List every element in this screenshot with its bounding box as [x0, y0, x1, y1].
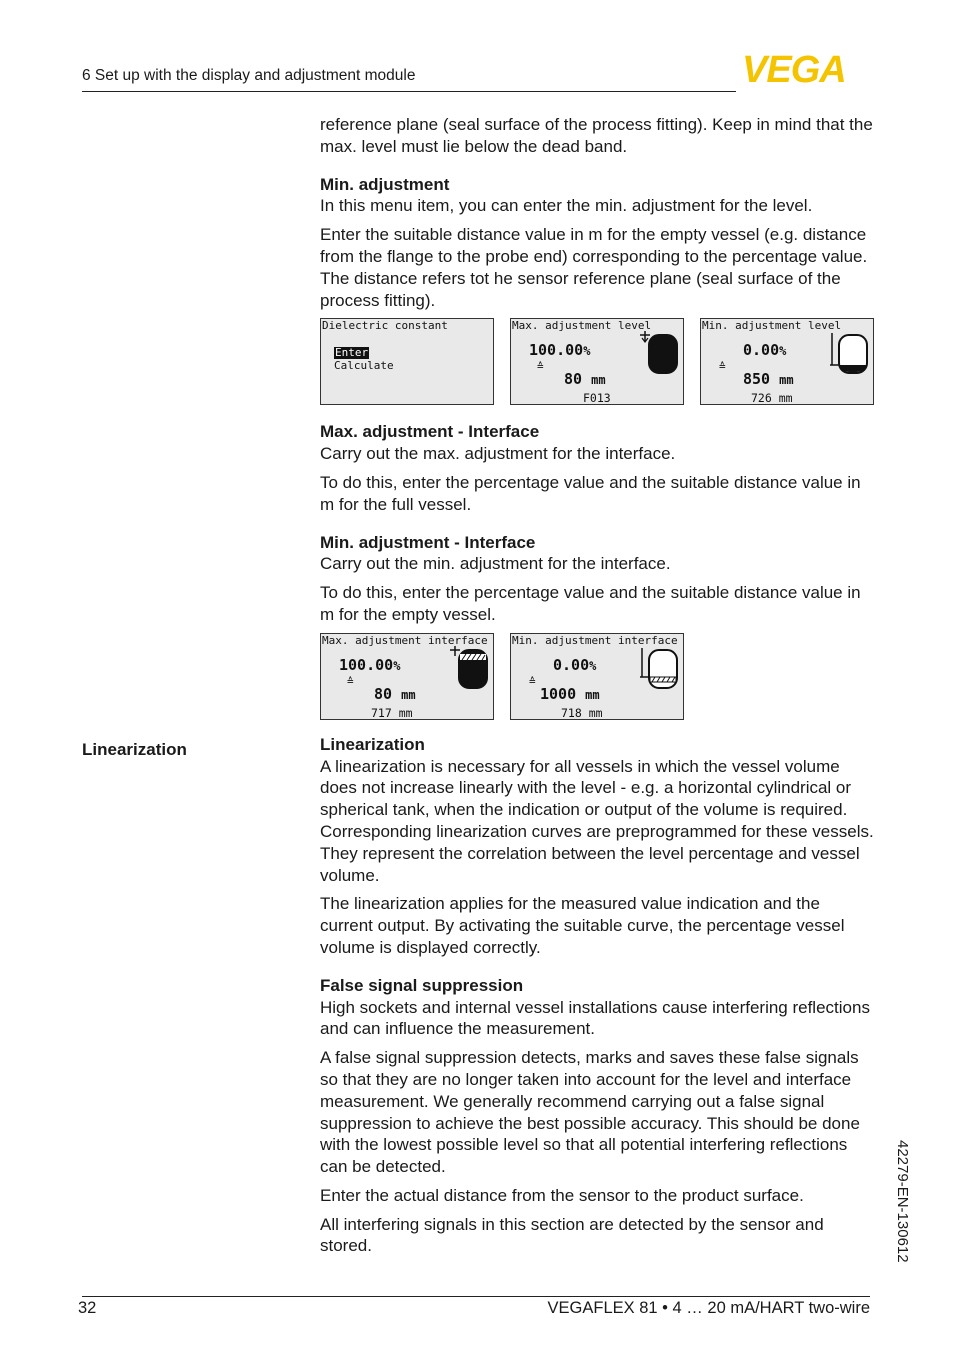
screen-title: Max. adjustment level	[512, 319, 652, 333]
linearization-heading: Linearization	[320, 734, 425, 754]
false-signal-section	[320, 975, 876, 1258]
paragraph: To do this, enter the percentage value and the suitable distance value in m for the full vessel.	[320, 472, 861, 514]
percent-value: 100.00%	[339, 655, 401, 674]
paragraph: To do this, enter the percentage value and the suitable distance value in m for the empty vessel.	[320, 583, 861, 624]
svg-text:VEGA: VEGA	[742, 51, 846, 85]
intro-paragraph: reference plane (seal surface of the process fitting). Keep in mind that the max. level must lie below the dead band.	[320, 115, 873, 156]
display-screens-row-1	[320, 318, 876, 405]
vessel-interface-empty-icon	[640, 644, 680, 701]
screen-footer: 726 mm	[751, 391, 793, 406]
max-interface-section	[320, 421, 876, 515]
vessel-full-icon	[640, 329, 680, 386]
distance-value: 80 mm	[374, 684, 416, 703]
paragraph: Enter the actual distance from the sensor to the product surface.	[320, 1185, 804, 1205]
header-divider	[82, 91, 736, 92]
document-number: 42279-EN-130612	[894, 1140, 911, 1263]
equals-symbol: ≙	[537, 360, 544, 374]
screen-title: Min. adjustment interface	[512, 633, 678, 647]
min-interface-section	[320, 532, 876, 626]
paragraph: Enter the suitable distance value in m for the empty vessel (e.g. distance from the flange to the probe end) corresponding to the percentage value. The distance refers tot he sensor reference plane (seal surface of the process fitting).	[320, 225, 868, 310]
footer-product-title: VEGAFLEX 81 • 4 … 20 mA/HART two-wire	[547, 1299, 870, 1317]
footer-divider	[82, 1296, 870, 1297]
margin-label-linearization: Linearization	[82, 740, 187, 759]
page-number: 32	[78, 1299, 97, 1317]
paragraph: Carry out the min. adjustment for the interface.	[320, 554, 671, 574]
percent-value: 0.00%	[743, 341, 787, 360]
distance-value: 1000 mm	[540, 684, 600, 703]
screen-title: Max. adjustment interface	[322, 633, 488, 647]
screen-footer: 717 mm	[371, 705, 413, 720]
screen-min-adjustment-interface	[510, 633, 684, 720]
screen-footer: 718 mm	[561, 705, 603, 720]
max-interface-heading: Max. adjustment - Interface	[320, 422, 540, 442]
screen-max-adjustment-level	[510, 318, 684, 405]
screen-min-adjustment-level	[700, 318, 874, 405]
display-screens-row-2	[320, 633, 876, 720]
main-content	[320, 114, 876, 1264]
screen-title: Dielectric constant	[322, 319, 448, 333]
percent-value: 0.00%	[553, 655, 597, 674]
false-signal-heading: False signal suppression	[320, 975, 524, 995]
equals-symbol: ≙	[719, 360, 726, 374]
equals-symbol: ≙	[347, 674, 354, 688]
paragraph: High sockets and internal vessel installations cause interfering reflections and can influence the measurement.	[320, 997, 870, 1039]
equals-symbol: ≙	[529, 674, 536, 688]
vega-logo	[742, 51, 872, 90]
paragraph: All interfering signals in this section are detected by the sensor and stored.	[320, 1214, 824, 1256]
min-adjustment-heading: Min. adjustment	[320, 174, 450, 194]
vessel-interface-full-icon	[450, 644, 490, 701]
vessel-empty-icon	[830, 329, 870, 386]
screen-max-adjustment-interface	[320, 633, 494, 720]
screen-title: Min. adjustment level	[702, 319, 842, 333]
percent-value: 100.00%	[529, 341, 591, 360]
menu-item-enter[interactable]: Enter	[335, 346, 369, 360]
paragraph: A false signal suppression detects, marks and saves these false signals so that they are no longer taken into account for the level and interface measurement. We generally recommend carrying out a false signal suppression to achieve the best possible accuracy. This should be done with the lowest possible level so that all potential interfering reflections can be detected.	[320, 1048, 860, 1177]
screen-dielectric-constant	[320, 318, 494, 405]
screen-footer: F013	[583, 391, 611, 406]
distance-value: 80 mm	[564, 370, 606, 389]
paragraph: In this menu item, you can enter the min. adjustment for the level.	[320, 196, 813, 216]
paragraph: Carry out the max. adjustment for the interface.	[320, 444, 676, 464]
min-adjustment-section	[320, 174, 876, 312]
menu-item-calculate[interactable]: Calculate	[334, 359, 394, 373]
paragraph: A linearization is necessary for all vessels in which the vessel volume does not increase linearly with the level - e.g. a horizontal cylindrical or spherical tank, when the indication or output of the volume is required. Corresponding linearization curves are preprogrammed for these vessels. They represent the correlation between the level percentage and vessel volume.	[320, 756, 874, 885]
paragraph: The linearization applies for the measured value indication and the current output. By activating the suitable curve, the percentage vessel volume is displayed correctly.	[320, 894, 845, 957]
linearization-section	[320, 734, 876, 959]
section-title: 6 Set up with the display and adjustment module	[82, 67, 416, 84]
distance-value: 850 mm	[743, 370, 794, 389]
min-interface-heading: Min. adjustment - Interface	[320, 532, 536, 552]
